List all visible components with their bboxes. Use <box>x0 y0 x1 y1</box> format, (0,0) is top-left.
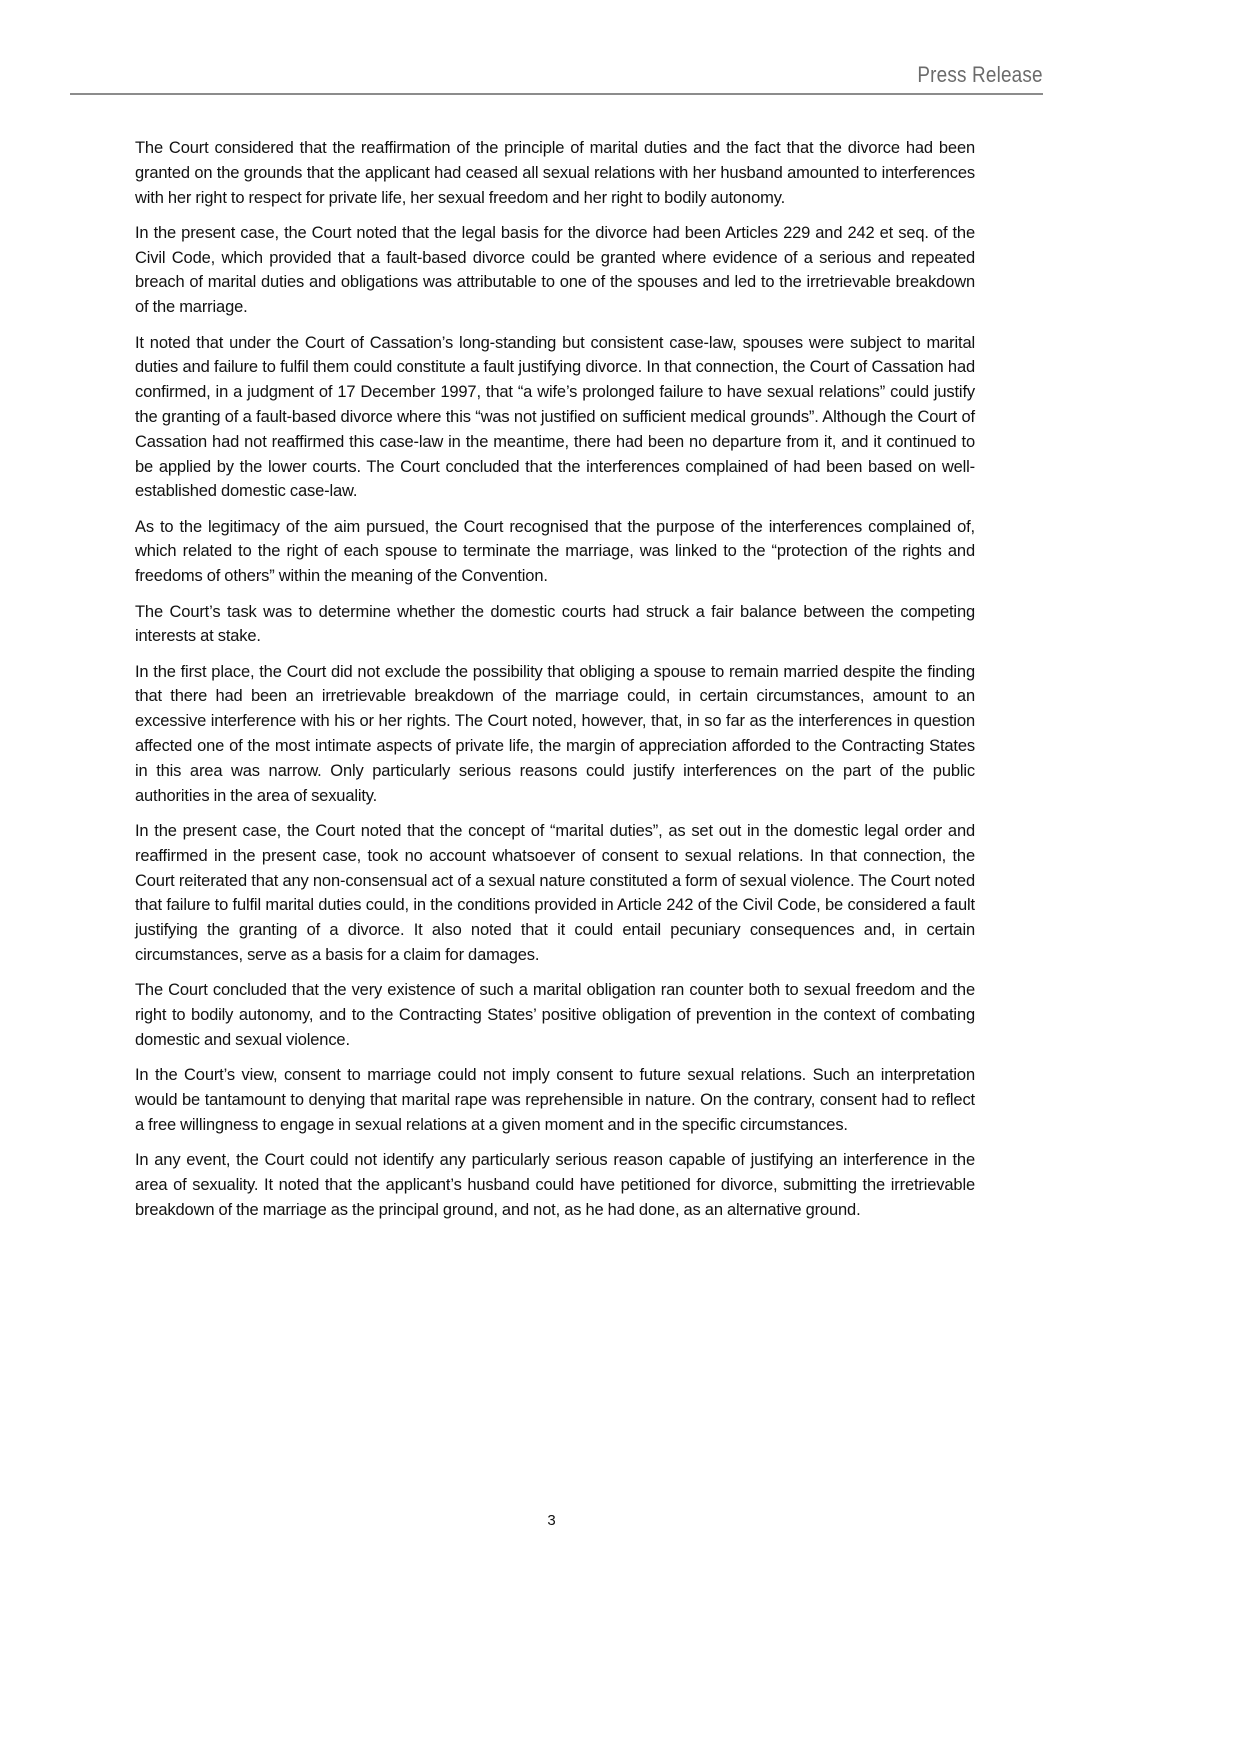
header-divider <box>70 93 1043 95</box>
body-paragraph: The Court considered that the reaffirmation of the principle of marital duties and the fact that the divorce had been granted on the grounds that the applicant had ceased all sexual relations with her husband amounted to interferences with her right to respect for private life, her sexual freedom and her right to bodily autonomy. <box>135 139 975 207</box>
body-paragraph: In the present case, the Court noted that the concept of “marital duties”, as set out in the domestic legal order and reaffirmed in the present case, took no account whatsoever of consent to sexual relations. In that connection, the Court reiterated that any non-consensual act of a sexual nature constituted a form of sexual violence. The Court noted that failure to fulfil marital duties could, in the conditions provided in Article 242 of the Civil Code, be considered a fault justifying the granting of a divorce. It also noted that it could entail pecuniary consequences and, in certain circumstances, serve as a basis for a claim for damages. <box>135 821 975 964</box>
body-paragraph: In the present case, the Court noted that the legal basis for the divorce had been Articles 229 and 242 et seq. of the Civil Code, which provided that a fault-based divorce could be granted where evidence of a serious and repeated breach of marital duties and obligations was attributable to one of the spouses and led to the irretrievable breakdown of the marriage. <box>135 223 975 317</box>
body-paragraph: It noted that under the Court of Cassation’s long-standing but consistent case-law, spouses were subject to marital duties and failure to fulfil them could constitute a fault justifying divorce. In that connection, the Court of Cassation had confirmed, in a judgment of 17 December 1997, that “a wife’s prolonged failure to have sexual relations” could justify the granting of a fault-based divorce where this “was not justified on sufficient medical grounds”. Although the Court of Cassation had not reaffirmed this case-law in the meantime, there had been no departure from it, and it continued to be applied by the lower courts. The Court concluded that the interferences complained of had been based on well-established domestic case-law. <box>135 333 975 501</box>
body-paragraph: The Court concluded that the very existence of such a marital obligation ran counter both to sexual freedom and the right to bodily autonomy, and to the Contracting States’ positive obligation of prevention in the context of combating domestic and sexual violence. <box>135 981 975 1049</box>
body-paragraph: The Court’s task was to determine whether the domestic courts had struck a fair balance between the competing interests at stake. <box>135 602 975 646</box>
document-type-label: Press Release <box>917 62 1043 87</box>
document-body <box>135 136 975 1233</box>
body-paragraph: In the first place, the Court did not exclude the possibility that obliging a spouse to remain married despite the finding that there had been an irretrievable breakdown of the marriage could, in certain circumstances, amount to an excessive interference with his or her rights. The Court noted, however, that, in so far as the interferences in question affected one of the most intimate aspects of private life, the margin of appreciation afforded to the Contracting States in this area was narrow. Only particularly serious reasons could justify interferences on the part of the public authorities in the area of sexuality. <box>135 662 975 805</box>
body-paragraph: As to the legitimacy of the aim pursued, the Court recognised that the purpose of the interferences complained of, which related to the right of each spouse to terminate the marriage, was linked to the “protection of the rights and freedoms of others” within the meaning of the Convention. <box>135 517 975 586</box>
body-paragraph: In any event, the Court could not identify any particularly serious reason capable of justifying an interference in the area of sexuality. It noted that the applicant’s husband could have petitioned for divorce, submitting the irretrievable breakdown of the marriage as the principal ground, and not, as he had done, as an alternative ground. <box>135 1150 975 1219</box>
body-paragraph: In the Court’s view, consent to marriage could not imply consent to future sexual relations. Such an interpretation would be tantamount to denying that marital rape was reprehensible in nature. On the contrary, consent had to reflect a free willingness to engage in sexual relations at a given moment and in the specific circumstances. <box>135 1066 975 1134</box>
page-header <box>70 58 1043 96</box>
page-number: 3 <box>547 1512 556 1529</box>
